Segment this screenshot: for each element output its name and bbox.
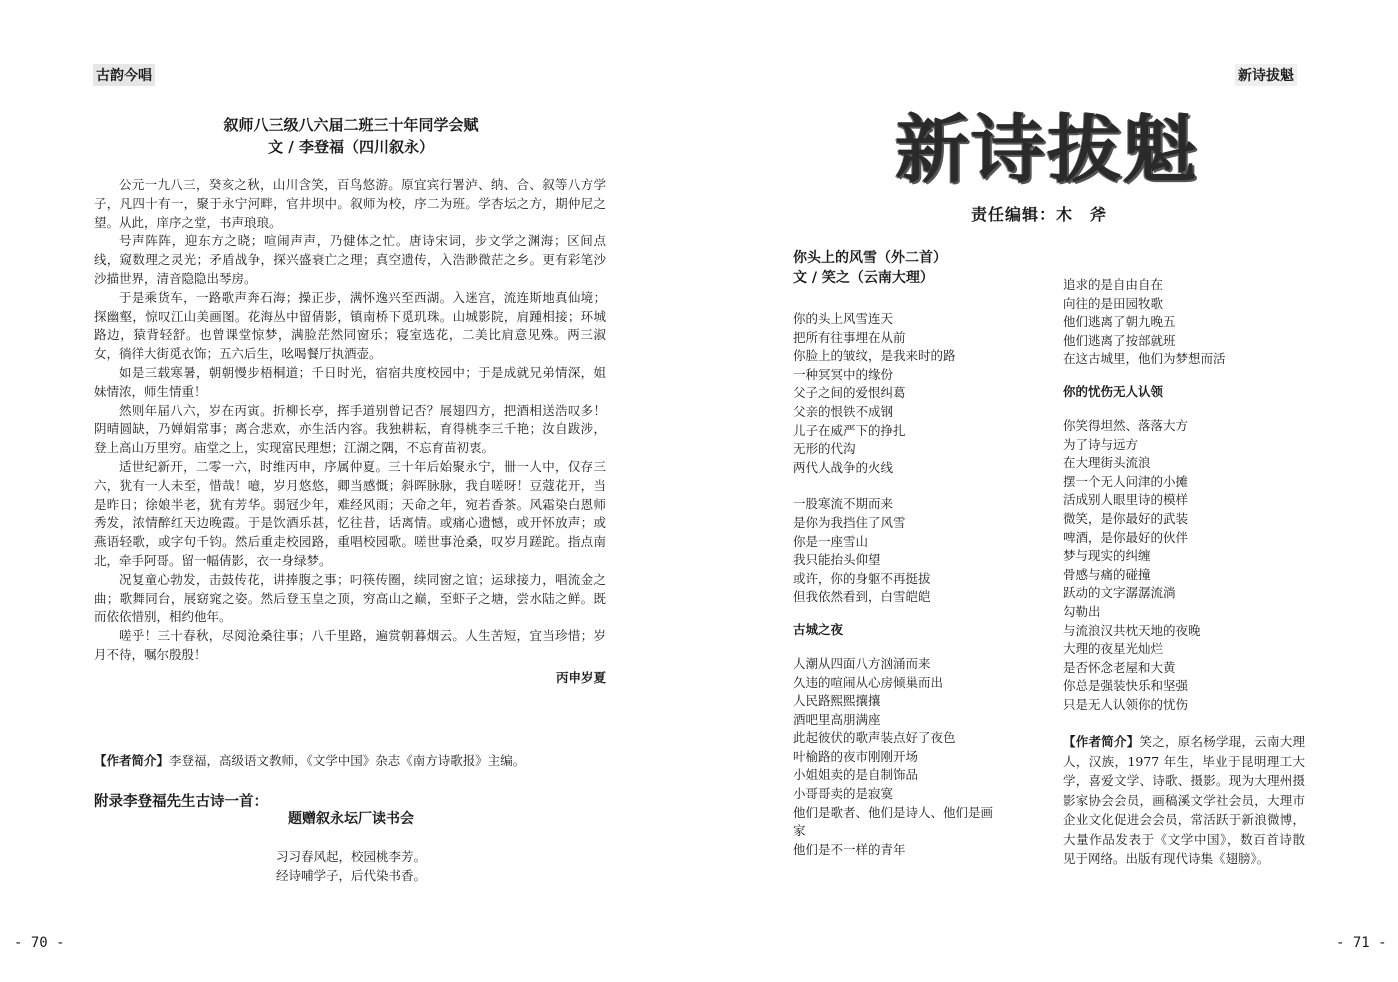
banner-title: 新诗拔魁	[895, 107, 1199, 193]
poem-stanza	[793, 655, 1033, 860]
poem-stanza	[1063, 276, 1305, 369]
poem-line: 小哥哥卖的是寂寞	[793, 786, 894, 802]
poem-line: 人民路熙熙攘攘	[793, 693, 881, 709]
poem-line: 为了诗与远方	[1063, 436, 1139, 452]
bio-label: 【作者简介】	[94, 753, 170, 768]
poem-line: 但我依然看到，白雪皑皑	[793, 589, 931, 605]
poem-line: 久违的喧闹从心房倾巢而出	[793, 674, 944, 690]
page-number: - 71 -	[1336, 935, 1387, 951]
poem-line: 是否怀念老屋和大黄	[1063, 659, 1176, 675]
poem-line: 跃动的文字潺潺流淌	[1063, 585, 1176, 601]
poem-line: 经诗哺学子，后代染书香。	[275, 867, 426, 883]
poem-line: 微笑，是你最好的武装	[1063, 510, 1189, 526]
calligraphy-banner	[877, 106, 1217, 194]
author-bio	[94, 752, 606, 770]
poem-line: 他们逃离了朝九晚五	[1063, 314, 1176, 330]
poem-line: 大理的夜星光灿烂	[1063, 641, 1164, 657]
signature-date: 丙申岁夏	[555, 669, 606, 685]
bio-text: 笑之，原名杨学琨，云南大理人，汉族，1977 年生，毕业于昆明理工大学，喜爱文学、诗歌、摄影。现为大理州摄影家协会会员，画稿溪文学社会员，大理市企业文化促进会会员，常活跃于新浪微博，大量作品发表于《文学中国》，数百首诗散见于网络。出版有现代诗集《翅膀》。	[1063, 734, 1305, 866]
poem-line: 父子之间的爱恨纠葛	[793, 385, 906, 401]
poem-line: 叶榆路的夜市刚刚开场	[793, 748, 919, 764]
poem-title: 古城之夜	[793, 621, 844, 637]
poem-line: 习习春风起，校园桃李芳。	[275, 849, 426, 864]
column-left	[793, 248, 1033, 859]
poem-line: 酒吧里高朋满座	[793, 711, 881, 727]
poem-line: 你是一座雪山	[793, 533, 869, 549]
appendix-title: 附录李登福先生古诗一首：	[94, 793, 268, 810]
poem-title: 你的忧伤无人认领	[1063, 383, 1164, 399]
paragraph: 嗟乎！三十春秋，尽阅沧桑往事；八千里路，遍赏朝暮烟云。人生苦短，宜当珍惜；岁月不待，嘱尔殷殷！	[94, 628, 606, 662]
paragraph: 于是乘货车，一路歌声奔石海；操正步，满怀逸兴至西湖。入迷宫，流连斯地真仙境；探幽壑，惊叹江山美画图。花海丛中留倩影，镇南桥下觅玑珠。山城影院，肩踵相接；环城路边，猿背轻舒。也曾课堂惊梦，满脸茫然同窗乐；寝室选花，二美比肩意见殊。两三淑女，徜徉大街觅衣饰；五六后生，吆喝餐厅执酒壶。	[94, 289, 606, 362]
poem-stanza	[1063, 417, 1305, 715]
poem-line: 他们是歌者、他们是诗人、他们是画	[793, 804, 994, 820]
editor-credit: 责任编辑：木 斧	[971, 205, 1108, 224]
bio-text: 李登福，高级语文教师，《文学中国》杂志《南方诗歌报》主编。	[169, 753, 526, 768]
poem-line: 或许，你的身躯不再挺拔	[793, 570, 931, 586]
poem-line: 两代人战争的火线	[793, 459, 894, 475]
poem-line: 你脸上的皱纹，是我来时的路	[793, 348, 956, 364]
paragraph: 号声阵阵，迎东方之晓；喧闹声声，乃健体之忙。唐诗宋词，步文学之渊海；区间点线，窥数理之灵光；矛盾战争，探兴盛衰亡之理；真空遗传，入浩渺微茫之乡。更有彩笔沙沙描世界，清音隐隐出琴房。	[94, 233, 606, 286]
poem-line: 儿子在威严下的挣扎	[793, 422, 906, 438]
poem-byline: 文 / 笑之（云南大理）	[793, 270, 934, 286]
poem-line: 一股寒流不期而来	[793, 496, 894, 512]
poem-line: 我只能抬头仰望	[793, 552, 881, 568]
column-right	[1063, 276, 1305, 868]
poem-stanza	[793, 495, 1033, 607]
poem-line: 骨感与痛的碰撞	[1063, 566, 1151, 582]
poem-line: 摆一个无人问津的小摊	[1063, 473, 1189, 489]
poem-line: 家	[793, 823, 806, 839]
section-tag: 古韵今唱	[93, 64, 155, 86]
poem-line: 此起彼伏的歌声装点好了夜色	[793, 730, 956, 746]
article-header	[96, 114, 606, 158]
paragraph: 适世纪新开，二零一六，时维丙申，序属仲夏。三十年后始聚永宁，卌一人中，仅存三六，犹有一人未至，惜哉！噫，岁月悠悠，卿当感慨；斜晖脉脉，我自嗟呀！豆蔻花开，当是昨日；徐娘半老，犹有芳华。弱冠少年，难经风雨；天命之年，宛若香茶。风霜染白恩师秀发，浓情醉红天边晚霞。于是饮酒乐甚，忆往昔，话离情。或痛心遗憾，或开怀放声；或燕语轻歌，或字句千钧。然后重走校园路，重唱校园歌。嗟世事沧桑，叹岁月蹉跎。指点南北，牵手阿哥。留一幅倩影，衣一身绿梦。	[94, 458, 606, 568]
paragraph: 况复童心勃发，击鼓传花，讲捧腹之事；叼筷传圈，续同窗之谊；运球接力，唱流金之曲；歌舞同台，展窈窕之姿。然后登玉皇之顶，穷高山之巅，至虾子之塘，尝水陆之鲜。既而依依惜别，相约他年。	[94, 571, 606, 625]
paragraph: 然则年届八六，岁在丙寅。折柳长亭，挥手道别曾记否？展翅四方，把酒相送浩叹多！阴晴圆缺，乃婵娟常事；离合悲欢，亦生活内容。我独耕耘，育得桃李三千艳；汝自跋涉，登上高山万里穷。庙堂之上，实现富民理想；江湖之隅，不忘育苗初衷。	[94, 402, 606, 456]
section-tag: 新诗拔魁	[1235, 64, 1297, 86]
poem-line: 在大理街头流浪	[1063, 455, 1151, 471]
bio-label: 【作者简介】	[1063, 734, 1140, 750]
poem-line: 把所有往事埋在从前	[793, 329, 906, 345]
poem-line: 是你为我挡住了风雪	[793, 514, 906, 530]
poem-stanza	[793, 310, 1033, 477]
poem-line: 父亲的恨铁不成钢	[793, 403, 894, 419]
poem-line: 只是无人认领你的忧伤	[1063, 696, 1189, 712]
poem-line: 他们逃离了按部就班	[1063, 332, 1176, 348]
appendix-poem	[96, 848, 606, 885]
article-byline: 文 / 李登福（四川叙永）	[268, 138, 434, 156]
author-bio	[1063, 732, 1305, 868]
poem-line: 他们是不一样的青年	[793, 841, 906, 857]
poem-line: 啤酒，是你最好的伙伴	[1063, 529, 1189, 545]
poem-line: 勾勒出	[1063, 603, 1101, 619]
poem-line: 梦与现实的纠缠	[1063, 548, 1151, 564]
poem-line: 无形的代沟	[793, 441, 856, 457]
poem-line: 在这古城里，他们为梦想而活	[1063, 351, 1226, 367]
page-number: - 70 -	[14, 935, 65, 951]
poem-line: 你笑得坦然、落落大方	[1063, 417, 1189, 433]
poem-line: 你总是强装快乐和坚强	[1063, 678, 1189, 694]
poem-title: 你头上的风雪（外二首）	[793, 250, 947, 266]
article-body	[94, 176, 606, 688]
poem-line: 你的头上风雪连天	[793, 311, 894, 326]
poem-line: 向往的是田园牧歌	[1063, 295, 1164, 311]
paragraph: 公元一九八三，癸亥之秋，山川含笑，百鸟悠游。原宜宾行署泸、纳、合、叙等八方学子，凡四十有一，聚于永宁河畔，官井坝中。叙师为校，序二为班。学杏坛之方，期仲尼之望。从此，庠序之堂，书声琅琅。	[94, 177, 606, 230]
poem-line: 与流浪汉共枕天地的夜晚	[1063, 622, 1201, 638]
appendix-poem-title: 题赠叙永坛厂读书会	[288, 811, 414, 827]
poem-line: 追求的是自由自在	[1063, 277, 1164, 292]
right-page	[699, 0, 1398, 982]
article-title: 叙师八三级八六届二班三十年同学会赋	[223, 116, 479, 134]
poem-line: 活成别人眼里诗的模样	[1063, 492, 1189, 508]
poem-line: 小姐姐卖的是自制饰品	[793, 767, 919, 783]
paragraph: 如是三载寒暑，朝朝慢步梧桐道；千日时光，宿宿共度校园中；于是成就兄弟情深，姐妹情浓，师生情重！	[94, 364, 606, 399]
poem-line: 一种冥冥中的缘份	[793, 366, 894, 382]
poem-line: 人潮从四面八方汹涌而来	[793, 655, 931, 671]
